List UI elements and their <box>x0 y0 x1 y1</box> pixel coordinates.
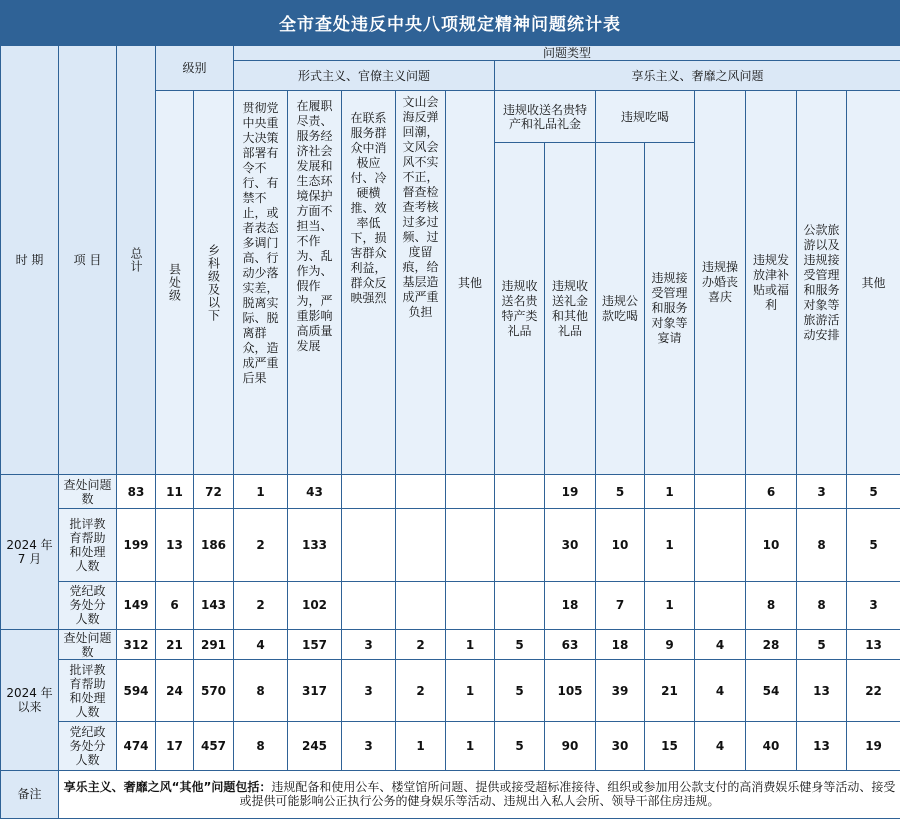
banquet-group-label: 违规吃喝 <box>621 109 670 124</box>
header-problem-type <box>234 46 900 61</box>
value-cell: 133 <box>288 509 342 581</box>
table-row <box>1 660 900 722</box>
value-cell: 8 <box>797 581 847 629</box>
table-row <box>1 629 900 659</box>
header-hedonism <box>495 61 900 91</box>
header-county <box>156 91 194 475</box>
value-cell: 3 <box>342 660 396 722</box>
value-cell: 5 <box>847 509 900 581</box>
value-cell <box>495 509 545 581</box>
header-period-label: 时 期 <box>15 253 44 268</box>
value-cell: 245 <box>288 722 342 770</box>
header-item <box>59 46 117 475</box>
banquet-col-2 <box>645 143 695 475</box>
formalism-col-5 <box>446 91 495 475</box>
value-cell: 83 <box>117 475 156 509</box>
note-bold: 享乐主义、奢靡之风“其他”问题包括： <box>63 780 272 795</box>
value-cell: 1 <box>645 509 695 581</box>
other-col-4 <box>847 91 900 475</box>
period-cell <box>1 629 59 770</box>
period-cell <box>1 475 59 630</box>
value-cell: 30 <box>545 509 596 581</box>
other-col-1 <box>695 91 746 475</box>
header-formalism <box>234 61 495 91</box>
formalism-col-3-label: 在联系服务群众中消极应付、冷硬横推、效率低下，损害群众利益，群众反映强烈 <box>350 111 387 306</box>
value-cell: 3 <box>797 475 847 509</box>
header-township <box>194 91 234 475</box>
value-cell: 2 <box>396 629 446 659</box>
banquet-col-2-label: 违规接受管理和服务对象等宴请 <box>651 271 688 346</box>
other-col-3 <box>797 91 847 475</box>
value-cell: 8 <box>234 722 288 770</box>
other-col-3-label: 公款旅游以及违规接受管理和服务对象等旅游活动安排 <box>803 222 840 342</box>
value-cell: 21 <box>645 660 695 722</box>
gift-col-2 <box>545 143 596 475</box>
value-cell: 157 <box>288 629 342 659</box>
row-label: 批评教育帮助和处理人数 <box>69 517 106 574</box>
header-township-label: 乡科级及以下 <box>206 243 221 322</box>
value-cell: 63 <box>545 629 596 659</box>
row-label-cell <box>59 660 117 722</box>
formalism-col-1 <box>234 91 288 475</box>
formalism-col-5-label: 其他 <box>458 275 483 290</box>
value-cell: 30 <box>596 722 645 770</box>
value-cell: 13 <box>847 629 900 659</box>
value-cell <box>342 475 396 509</box>
value-cell: 11 <box>156 475 194 509</box>
value-cell: 13 <box>797 722 847 770</box>
gift-col-1-label: 违规收送名贵特产类礼品 <box>501 278 538 338</box>
value-cell <box>342 509 396 581</box>
other-col-4-label: 其他 <box>861 275 886 290</box>
value-cell: 18 <box>596 629 645 659</box>
value-cell: 22 <box>847 660 900 722</box>
table-title: 全市查处违反中央八项规定精神问题统计表 <box>0 0 900 45</box>
row-label-cell <box>59 475 117 509</box>
row-label: 党纪政务处分人数 <box>69 725 106 767</box>
value-cell: 3 <box>342 722 396 770</box>
value-cell: 1 <box>446 722 495 770</box>
value-cell: 102 <box>288 581 342 629</box>
value-cell: 13 <box>156 509 194 581</box>
value-cell: 19 <box>545 475 596 509</box>
value-cell: 143 <box>194 581 234 629</box>
value-cell: 72 <box>194 475 234 509</box>
value-cell: 3 <box>342 629 396 659</box>
banquet-col-1-label: 违规公款吃喝 <box>602 293 639 323</box>
gift-group-label: 违规收送名贵特产和礼品礼金 <box>503 102 588 131</box>
value-cell: 90 <box>545 722 596 770</box>
value-cell: 28 <box>746 629 797 659</box>
value-cell: 317 <box>288 660 342 722</box>
value-cell: 5 <box>495 722 545 770</box>
value-cell: 13 <box>797 660 847 722</box>
table-row <box>1 475 900 509</box>
note-label: 备注 <box>17 787 42 802</box>
value-cell <box>495 475 545 509</box>
value-cell: 10 <box>596 509 645 581</box>
value-cell: 199 <box>117 509 156 581</box>
header-item-label: 项 目 <box>73 253 102 268</box>
header-formalism-label: 形式主义、官僚主义问题 <box>298 68 431 83</box>
gift-col-2-label: 违规收送礼金和其他礼品 <box>552 278 589 338</box>
period-label: 2024 年 7 月 <box>6 538 53 567</box>
value-cell <box>396 509 446 581</box>
value-cell: 2 <box>396 660 446 722</box>
value-cell: 474 <box>117 722 156 770</box>
value-cell <box>695 509 746 581</box>
row-label: 党纪政务处分人数 <box>69 584 106 627</box>
other-col-2-label: 违规发放津补贴或福利 <box>753 252 790 312</box>
value-cell <box>396 581 446 629</box>
value-cell: 4 <box>695 722 746 770</box>
value-cell: 24 <box>156 660 194 722</box>
note-label-cell <box>1 770 59 818</box>
value-cell: 6 <box>746 475 797 509</box>
note-content <box>59 770 900 818</box>
value-cell: 149 <box>117 581 156 629</box>
other-col-1-label: 违规操办婚丧喜庆 <box>702 260 739 305</box>
value-cell: 9 <box>645 629 695 659</box>
formalism-col-2-label: 在履职尽责、服务经济社会发展和生态环境保护方面不担当、不作为、乱作为、假作为，严重影响高质量发展 <box>296 99 333 354</box>
row-label: 查处问题数 <box>63 630 112 659</box>
value-cell: 4 <box>695 629 746 659</box>
value-cell: 1 <box>645 581 695 629</box>
value-cell: 17 <box>156 722 194 770</box>
header-period <box>1 46 59 475</box>
gift-group <box>495 91 596 143</box>
value-cell: 1 <box>645 475 695 509</box>
value-cell <box>695 581 746 629</box>
banquet-col-1 <box>596 143 645 475</box>
value-cell: 105 <box>545 660 596 722</box>
table-row <box>1 722 900 770</box>
value-cell: 4 <box>234 629 288 659</box>
value-cell <box>495 581 545 629</box>
value-cell: 43 <box>288 475 342 509</box>
value-cell <box>342 581 396 629</box>
period-label: 2024 年 以来 <box>6 685 53 714</box>
value-cell: 8 <box>746 581 797 629</box>
row-label-cell <box>59 581 117 629</box>
value-cell: 5 <box>847 475 900 509</box>
value-cell: 1 <box>234 475 288 509</box>
value-cell: 4 <box>695 660 746 722</box>
header-total <box>117 46 156 475</box>
value-cell: 5 <box>797 629 847 659</box>
value-cell: 19 <box>847 722 900 770</box>
header-level <box>156 46 234 91</box>
value-cell: 39 <box>596 660 645 722</box>
value-cell: 5 <box>495 660 545 722</box>
row-label-cell <box>59 629 117 659</box>
row-label-cell <box>59 509 117 581</box>
formalism-col-1-label: 贯彻党中央重大决策部署有令不行、有禁不止，或者表态多调门高、行动少落实差，脱离实际、脱离群众，造成严重后果 <box>242 101 279 386</box>
value-cell: 594 <box>117 660 156 722</box>
row-label: 查处问题数 <box>63 477 112 506</box>
value-cell: 312 <box>117 629 156 659</box>
value-cell: 40 <box>746 722 797 770</box>
header-county-label: 县处级 <box>167 263 182 303</box>
value-cell: 21 <box>156 629 194 659</box>
header-total-label: 总计 <box>129 247 143 274</box>
value-cell <box>446 509 495 581</box>
value-cell <box>695 475 746 509</box>
value-cell: 1 <box>446 629 495 659</box>
value-cell: 54 <box>746 660 797 722</box>
value-cell: 5 <box>495 629 545 659</box>
table-row <box>1 581 900 629</box>
value-cell: 8 <box>234 660 288 722</box>
value-cell: 7 <box>596 581 645 629</box>
note-row <box>1 770 900 818</box>
value-cell: 3 <box>847 581 900 629</box>
banquet-group <box>596 91 695 143</box>
formalism-col-3 <box>342 91 396 475</box>
row-label-cell <box>59 722 117 770</box>
value-cell: 570 <box>194 660 234 722</box>
value-cell: 186 <box>194 509 234 581</box>
formalism-col-4-label: 文山会海反弹回潮，文风会风不实不正，督查检查考核过多过频、过度留痕，给基层造成严重负担 <box>402 95 439 320</box>
value-cell <box>446 581 495 629</box>
statistics-table <box>0 45 900 819</box>
value-cell: 2 <box>234 509 288 581</box>
value-cell: 1 <box>446 660 495 722</box>
other-col-2 <box>746 91 797 475</box>
value-cell <box>446 475 495 509</box>
value-cell: 291 <box>194 629 234 659</box>
formalism-col-2 <box>288 91 342 475</box>
header-hedonism-label: 享乐主义、奢靡之风问题 <box>631 68 764 83</box>
value-cell: 8 <box>797 509 847 581</box>
value-cell: 5 <box>596 475 645 509</box>
row-label: 批评教育帮助和处理人数 <box>69 662 106 719</box>
formalism-col-4 <box>396 91 446 475</box>
header-level-label: 级别 <box>182 61 207 76</box>
note-text: 违规配备和使用公车、楼堂馆所问题、提供或接受超标准接待、组织或参加用公款支付的高消费娱乐健身等活动、接受或提供可能影响公正执行公务的健身娱乐等活动、违规出入私人会所、领导干部住房违规。 <box>239 780 896 809</box>
value-cell: 18 <box>545 581 596 629</box>
value-cell: 1 <box>396 722 446 770</box>
value-cell: 6 <box>156 581 194 629</box>
value-cell: 2 <box>234 581 288 629</box>
table-row <box>1 509 900 581</box>
gift-col-1 <box>495 143 545 475</box>
value-cell <box>396 475 446 509</box>
value-cell: 457 <box>194 722 234 770</box>
value-cell: 15 <box>645 722 695 770</box>
value-cell: 10 <box>746 509 797 581</box>
header-problem-type-label: 问题类型 <box>543 46 592 61</box>
